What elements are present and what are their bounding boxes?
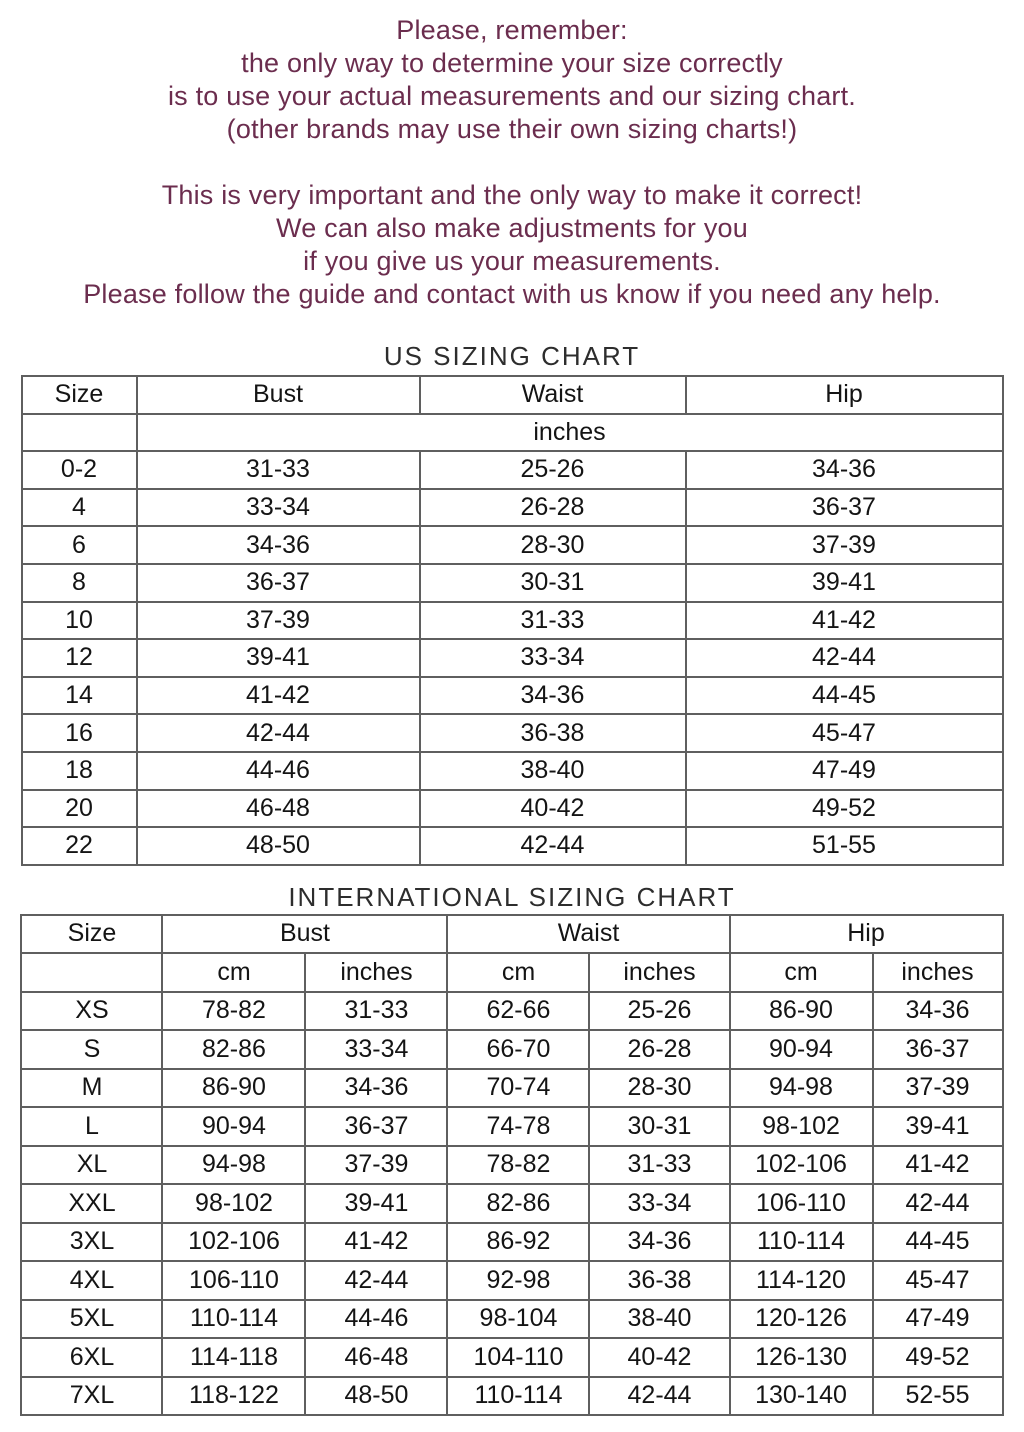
international-chart-title: INTERNATIONAL SIZING CHART (288, 881, 736, 912)
size-cell: 18 (22, 752, 137, 790)
measurement-cell: 102-106 (162, 1223, 305, 1262)
table-row (21, 1146, 1002, 1185)
intl-unit-row (21, 953, 1002, 992)
intro-line: the only way to determine your size correctly (241, 48, 783, 78)
measurement-cell: 42-44 (686, 639, 1003, 677)
measurement-cell: 28-30 (420, 526, 686, 564)
measurement-cell: 25-26 (589, 992, 729, 1031)
size-cell: M (21, 1069, 162, 1108)
size-cell: 6 (22, 526, 137, 564)
measurement-cell: 118-122 (162, 1377, 305, 1416)
size-cell: 12 (22, 639, 137, 677)
measurement-cell: 90-94 (730, 1030, 873, 1069)
intl-unit-label-hip-cm: cm (730, 953, 873, 992)
size-cell: XL (21, 1146, 162, 1185)
table-row (22, 677, 1003, 715)
us-unit-label-inches: inches (137, 414, 1003, 452)
measurement-cell: 33-34 (137, 489, 420, 527)
table-row (22, 526, 1003, 564)
measurement-cell: 90-94 (162, 1107, 305, 1146)
measurement-cell: 36-38 (420, 714, 686, 752)
size-cell: L (21, 1107, 162, 1146)
measurement-cell: 42-44 (137, 714, 420, 752)
table-row (22, 602, 1003, 640)
intro-line: is to use your actual measurements and our sizing chart. (167, 81, 857, 111)
measurement-cell: 34-36 (305, 1069, 447, 1108)
us-chart-title: US SIZING CHART (383, 341, 641, 371)
table-row (22, 451, 1003, 489)
measurement-cell: 36-37 (686, 489, 1003, 527)
table-row (21, 1069, 1002, 1108)
measurement-cell: 94-98 (162, 1146, 305, 1185)
measurement-cell: 48-50 (137, 827, 420, 865)
intl-unit-label-waist-inches: inches (589, 953, 729, 992)
measurement-cell: 31-33 (420, 602, 686, 640)
measurement-cell: 41-42 (305, 1223, 447, 1262)
measurement-cell: 106-110 (162, 1261, 305, 1300)
measurement-cell: 46-48 (305, 1338, 447, 1377)
measurement-cell: 98-104 (447, 1300, 589, 1339)
measurement-cell: 82-86 (162, 1030, 305, 1069)
measurement-cell: 25-26 (420, 451, 686, 489)
intro-line: (other brands may use their own sizing charts!) (226, 114, 798, 144)
table-row (22, 564, 1003, 602)
measurement-cell: 39-41 (686, 564, 1003, 602)
table-row (22, 489, 1003, 527)
measurement-cell: 37-39 (137, 602, 420, 640)
measurement-cell: 33-34 (420, 639, 686, 677)
measurement-cell: 110-114 (447, 1377, 589, 1416)
measurement-cell: 45-47 (873, 1261, 1003, 1300)
size-cell: 4 (22, 489, 137, 527)
measurement-cell: 130-140 (730, 1377, 873, 1416)
us-unit-row (22, 414, 1003, 452)
measurement-cell: 42-44 (873, 1184, 1003, 1223)
intro-paragraph-secondary (0, 179, 1024, 311)
size-cell: 5XL (21, 1300, 162, 1339)
measurement-cell: 40-42 (420, 790, 686, 828)
size-cell: 0-2 (22, 451, 137, 489)
measurement-cell: 34-36 (420, 677, 686, 715)
measurement-cell: 26-28 (589, 1030, 729, 1069)
intl-unit-label-waist-cm: cm (447, 953, 589, 992)
measurement-cell: 37-39 (686, 526, 1003, 564)
measurement-cell: 30-31 (589, 1107, 729, 1146)
intro-line: This is very important and the only way to make it correct! (161, 180, 863, 210)
intl-col-header-size: Size (21, 915, 162, 954)
size-cell: 10 (22, 602, 137, 640)
measurement-cell: 39-41 (137, 639, 420, 677)
intl-col-header-bust: Bust (162, 915, 447, 954)
us-sizing-table (21, 375, 1004, 866)
measurement-cell: 42-44 (305, 1261, 447, 1300)
measurement-cell: 41-42 (137, 677, 420, 715)
measurement-cell: 104-110 (447, 1338, 589, 1377)
size-cell: 20 (22, 790, 137, 828)
measurement-cell: 92-98 (447, 1261, 589, 1300)
intro-line: if you give us your measurements. (303, 246, 721, 276)
us-header-row (22, 376, 1003, 414)
table-row (21, 1377, 1002, 1416)
measurement-cell: 66-70 (447, 1030, 589, 1069)
measurement-cell: 46-48 (137, 790, 420, 828)
measurement-cell: 31-33 (305, 992, 447, 1031)
intl-unit-label-bust-cm: cm (162, 953, 305, 992)
measurement-cell: 36-38 (589, 1261, 729, 1300)
measurement-cell: 30-31 (420, 564, 686, 602)
measurement-cell: 34-36 (137, 526, 420, 564)
measurement-cell: 42-44 (589, 1377, 729, 1416)
table-row (22, 790, 1003, 828)
measurement-cell: 86-90 (162, 1069, 305, 1108)
table-row (22, 714, 1003, 752)
table-row (21, 1107, 1002, 1146)
measurement-cell: 48-50 (305, 1377, 447, 1416)
size-cell: 8 (22, 564, 137, 602)
intro-line: Please, remember: (396, 15, 628, 45)
measurement-cell: 36-37 (305, 1107, 447, 1146)
measurement-cell: 42-44 (420, 827, 686, 865)
measurement-cell: 41-42 (686, 602, 1003, 640)
measurement-cell: 44-46 (137, 752, 420, 790)
measurement-cell: 98-102 (162, 1184, 305, 1223)
measurement-cell: 82-86 (447, 1184, 589, 1223)
measurement-cell: 28-30 (589, 1069, 729, 1108)
intl-unit-label-hip-inches: inches (873, 953, 1003, 992)
measurement-cell: 44-45 (873, 1223, 1003, 1262)
table-row (21, 1300, 1002, 1339)
measurement-cell: 126-130 (730, 1338, 873, 1377)
measurement-cell: 41-42 (873, 1146, 1003, 1185)
measurement-cell: 34-36 (589, 1223, 729, 1262)
international-sizing-table (20, 914, 1003, 1417)
measurement-cell: 62-66 (447, 992, 589, 1031)
measurement-cell: 102-106 (730, 1146, 873, 1185)
measurement-cell: 110-114 (730, 1223, 873, 1262)
measurement-cell: 39-41 (305, 1184, 447, 1223)
measurement-cell: 114-120 (730, 1261, 873, 1300)
measurement-cell: 26-28 (420, 489, 686, 527)
size-cell: 16 (22, 714, 137, 752)
measurement-cell: 39-41 (873, 1107, 1003, 1146)
measurement-cell: 70-74 (447, 1069, 589, 1108)
measurement-cell: 34-36 (686, 451, 1003, 489)
table-row (21, 1223, 1002, 1262)
measurement-cell: 47-49 (686, 752, 1003, 790)
table-row (21, 1184, 1002, 1223)
size-cell: S (21, 1030, 162, 1069)
table-row (21, 992, 1002, 1031)
measurement-cell: 98-102 (730, 1107, 873, 1146)
size-cell: 6XL (21, 1338, 162, 1377)
measurement-cell: 44-46 (305, 1300, 447, 1339)
table-row (22, 827, 1003, 865)
intl-unit-empty-cell (21, 953, 162, 992)
measurement-cell: 36-37 (873, 1030, 1003, 1069)
measurement-cell: 37-39 (305, 1146, 447, 1185)
measurement-cell: 114-118 (162, 1338, 305, 1377)
intl-col-header-hip: Hip (730, 915, 1003, 954)
measurement-cell: 78-82 (447, 1146, 589, 1185)
us-table-body (22, 451, 1003, 865)
intl-col-header-waist: Waist (447, 915, 729, 954)
measurement-cell: 86-90 (730, 992, 873, 1031)
measurement-cell: 40-42 (589, 1338, 729, 1377)
measurement-cell: 94-98 (730, 1069, 873, 1108)
measurement-cell: 44-45 (686, 677, 1003, 715)
intro-line: We can also make adjustments for you (276, 213, 748, 243)
size-cell: 22 (22, 827, 137, 865)
size-cell: 4XL (21, 1261, 162, 1300)
size-cell: 3XL (21, 1223, 162, 1262)
measurement-cell: 33-34 (305, 1030, 447, 1069)
measurement-cell: 45-47 (686, 714, 1003, 752)
measurement-cell: 110-114 (162, 1300, 305, 1339)
us-col-header-size: Size (22, 376, 137, 414)
measurement-cell: 86-92 (447, 1223, 589, 1262)
us-col-header-hip: Hip (686, 376, 1003, 414)
measurement-cell: 31-33 (137, 451, 420, 489)
table-row (21, 1338, 1002, 1377)
us-col-header-waist: Waist (420, 376, 686, 414)
table-row (21, 1030, 1002, 1069)
measurement-cell: 33-34 (589, 1184, 729, 1223)
size-cell: XXL (21, 1184, 162, 1223)
intl-table-body (21, 992, 1002, 1416)
measurement-cell: 38-40 (420, 752, 686, 790)
size-cell: 7XL (21, 1377, 162, 1416)
measurement-cell: 52-55 (873, 1377, 1003, 1416)
intro-line: Please follow the guide and contact with us know if you need any help. (83, 279, 941, 309)
size-cell: XS (21, 992, 162, 1031)
measurement-cell: 49-52 (873, 1338, 1003, 1377)
measurement-cell: 51-55 (686, 827, 1003, 865)
measurement-cell: 36-37 (137, 564, 420, 602)
table-row (21, 1261, 1002, 1300)
measurement-cell: 38-40 (589, 1300, 729, 1339)
intl-header-row (21, 915, 1002, 954)
measurement-cell: 120-126 (730, 1300, 873, 1339)
measurement-cell: 37-39 (873, 1069, 1003, 1108)
intl-unit-label-bust-inches: inches (305, 953, 447, 992)
measurement-cell: 31-33 (589, 1146, 729, 1185)
table-row (22, 639, 1003, 677)
us-col-header-bust: Bust (137, 376, 420, 414)
measurement-cell: 47-49 (873, 1300, 1003, 1339)
size-cell: 14 (22, 677, 137, 715)
measurement-cell: 34-36 (873, 992, 1003, 1031)
measurement-cell: 78-82 (162, 992, 305, 1031)
intro-paragraph-primary (0, 0, 1024, 146)
us-unit-empty-cell (22, 414, 137, 452)
measurement-cell: 74-78 (447, 1107, 589, 1146)
table-row (22, 752, 1003, 790)
measurement-cell: 49-52 (686, 790, 1003, 828)
measurement-cell: 106-110 (730, 1184, 873, 1223)
